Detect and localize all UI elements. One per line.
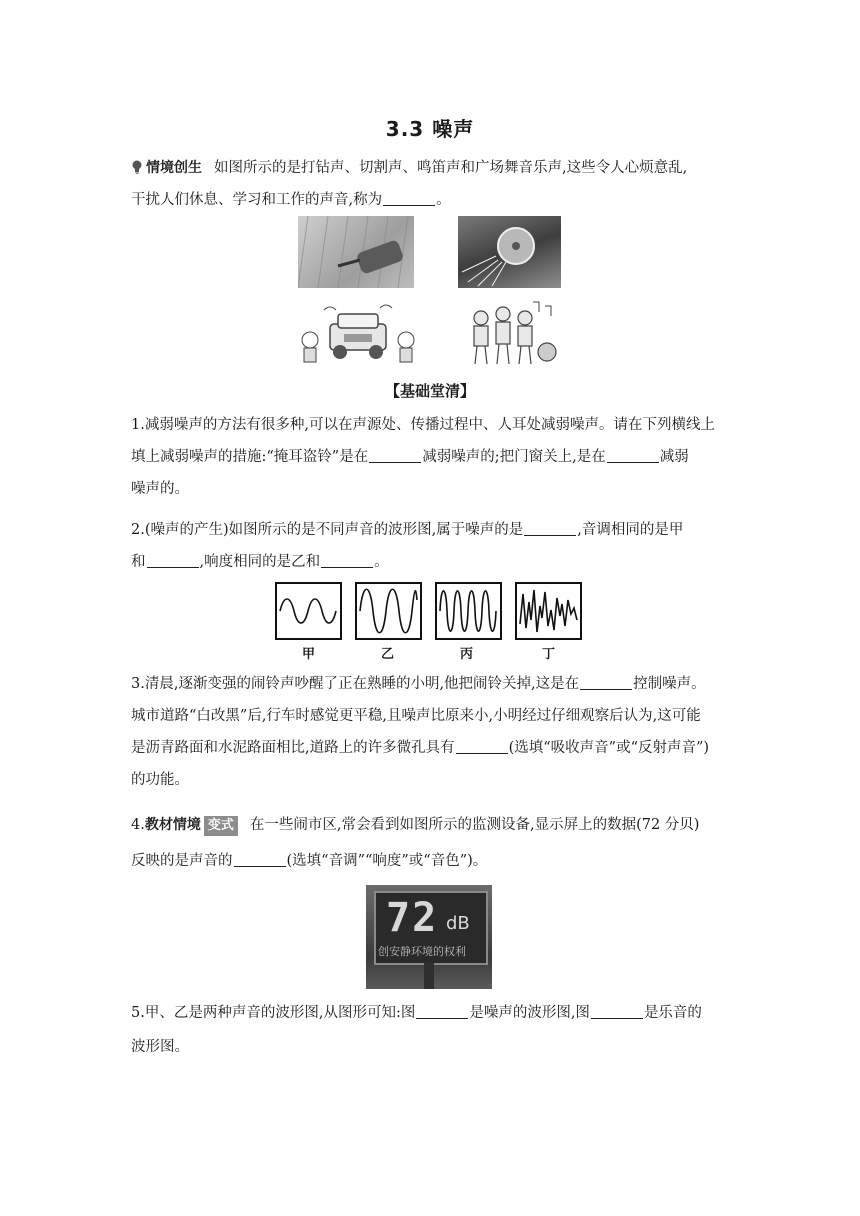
question-1 — [131, 409, 731, 505]
answer-blank[interactable] — [147, 551, 199, 568]
q2-line-2a: 和 — [131, 554, 146, 570]
square-dance-illustration — [463, 296, 561, 368]
question-2 — [131, 514, 731, 578]
wave-label-bing: 丙 — [460, 647, 474, 662]
q4-tag: 教材情境 — [144, 817, 201, 833]
q2-line-1b: ,音调相同的是甲 — [577, 522, 684, 538]
wave-label-yi: 乙 — [381, 647, 395, 662]
q2-line-2b: ,响度相同的是乙和 — [199, 554, 321, 570]
monitor-value: 72 — [386, 895, 439, 941]
q5-line-1b: 是噪声的波形图,图 — [469, 1005, 590, 1021]
monitor-pole — [424, 963, 434, 989]
answer-blank[interactable] — [416, 1002, 468, 1019]
q4-line-2a: 反映的是声音的 — [131, 853, 233, 869]
cutting-photo — [458, 216, 561, 288]
wave-label-jia: 甲 — [302, 647, 316, 662]
q1-line-2a: 填上减弱噪声的措施:“掩耳盗铃”是在 — [131, 449, 369, 465]
q3-line-3b: (选填“吸收声音”或“反射声音”) — [508, 740, 710, 756]
drilling-photo — [298, 216, 414, 288]
intro-text-1: 如图所示的是打钻声、切割声、鸣笛声和广场舞音乐声,这些令人心烦意乱, — [214, 160, 688, 176]
q5-line-1a: 5.甲、乙是两种声音的波形图,从图形可知:图 — [131, 1005, 416, 1021]
answer-blank[interactable] — [456, 737, 508, 754]
q2-line-2c: 。 — [374, 554, 389, 570]
waveform-box-ding — [516, 583, 581, 639]
answer-blank[interactable] — [369, 446, 421, 463]
question-4 — [131, 807, 731, 879]
answer-blank[interactable] — [591, 1002, 643, 1019]
q1-line-2b: 减弱噪声的;把门窗关上,是在 — [422, 449, 606, 465]
q4-line-1: 在一些闹市区,常会看到如图所示的监测设备,显示屏上的数据(72 分贝) — [249, 817, 700, 833]
q5-line-1c: 是乐音的 — [643, 1005, 702, 1021]
noise-monitor-photo — [366, 885, 492, 989]
q4-variant-badge: 变式 — [204, 816, 238, 836]
wave-label-ding: 丁 — [542, 647, 556, 662]
intro-text-end: 。 — [436, 192, 451, 208]
waveform-bing — [440, 591, 496, 632]
q3-line-4: 的功能。 — [131, 772, 189, 788]
answer-blank[interactable] — [321, 551, 373, 568]
monitor-unit: dB — [446, 913, 470, 934]
monitor-caption: 创安静环境的权利 — [378, 945, 466, 958]
q1-line-1: 1.减弱噪声的方法有很多种,可以在声源处、传播过程中、人耳处减弱噪声。请在下列横线上 — [131, 417, 715, 433]
waveform-yi — [360, 589, 417, 633]
answer-blank[interactable] — [607, 446, 659, 463]
intro-text-2: 干扰人们休息、学习和工作的声音,称为 — [131, 192, 383, 208]
q4-line-2b: (选填“音调”“响度”或“音色”)。 — [286, 853, 488, 869]
intro-tag-label: 情境创生 — [146, 160, 202, 176]
q5-line-2: 波形图。 — [131, 1039, 189, 1055]
question-5 — [131, 996, 731, 1064]
intro-paragraph — [131, 152, 731, 216]
question-3 — [131, 668, 731, 796]
intro-tag — [131, 152, 202, 184]
q3-line-1a: 3.清晨,逐渐变强的闹铃声吵醒了正在熟睡的小明,他把闹铃关掉,这是在 — [131, 676, 580, 692]
q1-line-2c: 减弱 — [659, 449, 689, 465]
answer-blank[interactable] — [383, 189, 435, 206]
answer-blank[interactable] — [234, 850, 286, 867]
lightbulb-icon — [131, 160, 143, 174]
q4-number: 4. — [131, 817, 145, 833]
q3-line-3: 是沥青路面和水泥路面相比,道路上的许多微孔具有 — [131, 740, 455, 756]
q1-line-3: 噪声的。 — [131, 481, 189, 497]
honking-car-illustration — [296, 300, 420, 366]
monitor-screen — [374, 891, 488, 965]
page-title: 3.3 噪声 — [385, 117, 475, 141]
q3-line-2: 城市道路“白改黑”后,行车时感觉更平稳,且噪声比原来小,小明经过仔细观察后认为,这可能 — [131, 708, 701, 724]
waveform-ding — [520, 590, 577, 632]
waveform-jia — [280, 599, 336, 623]
answer-blank[interactable] — [580, 673, 632, 690]
q3-line-1b: 控制噪声。 — [633, 676, 706, 692]
section-heading: 【基础堂清】 — [384, 382, 475, 400]
answer-blank[interactable] — [524, 519, 576, 536]
q2-line-1a: 2.(噪声的产生)如图所示的是不同声音的波形图,属于噪声的是 — [131, 522, 524, 538]
